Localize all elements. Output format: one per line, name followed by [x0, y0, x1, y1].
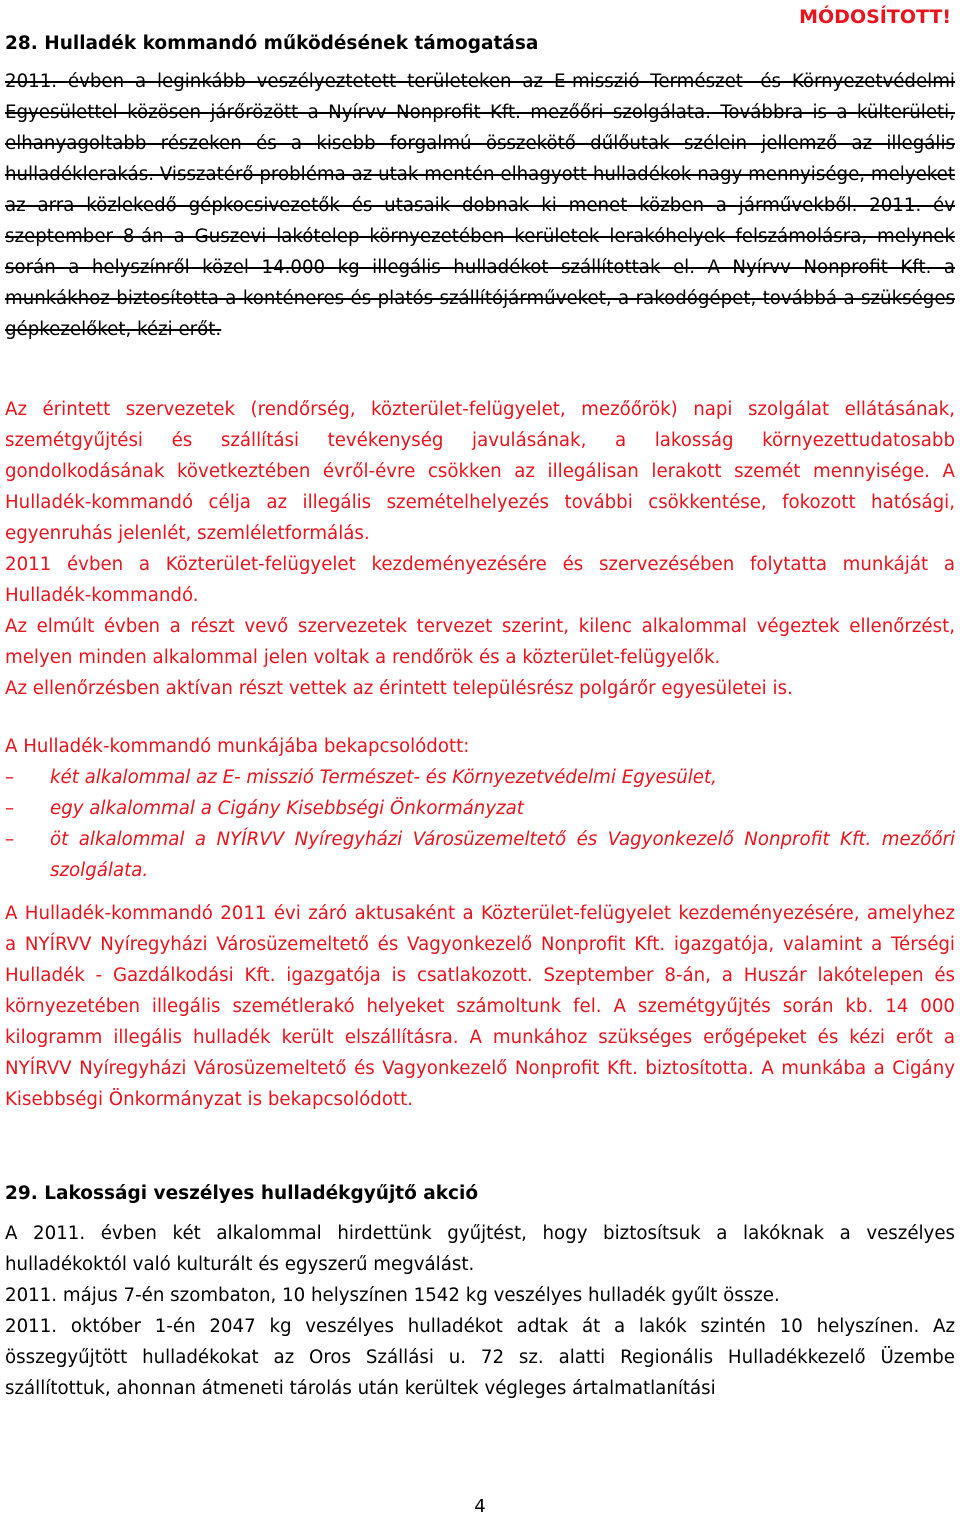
list-item-text: egy alkalommal a Cigány Kisebbségi Önkormányzat — [50, 798, 524, 819]
participants-list — [5, 762, 955, 886]
paragraph-sentence: Az elmúlt évben a részt vevő szervezetek tervezet szerint, kilenc alkalommal végeztek ellenőrzést, melyen minden alkalommal jelen voltak a rendőrök és a közterület-felügyelők. — [5, 616, 955, 668]
document-page — [5, 0, 955, 1520]
section-28-paragraph-1 — [5, 394, 955, 704]
section-28-title: 28. Hulladék kommandó működésének támogatása — [5, 33, 539, 54]
dash-bullet-icon: – — [5, 767, 15, 788]
list-item-text: öt alkalommal a NYÍRVV Nyíregyházi Városüzemeltető és Vagyonkezelő Nonprofit Kft. mezőőri szolgálata. — [50, 829, 955, 881]
list-item-text: két alkalommal az E- misszió Természet- és Környezetvédelmi Egyesület, — [50, 767, 717, 788]
list-item — [5, 824, 955, 886]
paragraph-sentence: A 2011. évben két alkalommal hirdettünk gyűjtést, hogy biztosítsuk a lakóknak a veszélyes hulladékoktól való kulturált és egyszerű megválást. — [5, 1223, 955, 1275]
section-28-paragraph-2: A Hulladék-kommandó 2011 évi záró aktusaként a Közterület-felügyelet kezdeményezésére, amelyhez a NYÍRVV Nyíregyházi Városüzemeltető és Vagyonkezelő Nonprofit Kft. igazgatója, valamint a Térségi Hulladék - Gazdálkodási Kft. igazgatója is csatlakozott. Szeptember 8-án, a Huszár lakótelepen és környezetében illegális szemétlerakó helyeket számoltunk fel. A szemétgyűjtés során kb. 14 000 kilogramm illegális hulladék került elszállításra. A munkához szükséges erőgépeket és kézi erőt a NYÍRVV Nyíregyházi Városüzemeltető és Vagyonkezelő Nonprofit Kft. biztosította. A munkába a Cigány Kisebbségi Önkormányzat is bekapcsolódott. — [5, 903, 955, 1110]
paragraph-sentence: 2011 évben a Közterület-felügyelet kezdeményezésére és szervezésében folytatta munkáját a Hulladék-kommandó. — [5, 554, 955, 606]
list-item — [5, 793, 955, 824]
modified-status-label: MÓDOSÍTOTT! — [799, 6, 951, 28]
list-intro: A Hulladék-kommandó munkájába bekapcsolódott: — [5, 736, 470, 757]
struck-text: 2011. évben a leginkább veszélyeztetett területeken az E-misszió Természet- és Környezetvédelmi Egyesülettel közösen járőrözött a Nyírvv Nonprofit Kft. mezőőri szolgálata. Továbbra is a külterületi, elhanyagoltabb részeken és a kisebb forgalmú összekötő dűlőutak szélein jellemző az illegális hulladéklerakás. Visszatérő probléma az utak mentén elhagyott hulladékok nagy mennyisége, melyeket az arra közlekedő gépkocsivezetők és utasaik dobnak ki menet közben a járművekből. 2011. év szeptember 8-án a Guszevi lakótelep környezetében kerületek lerakóhelyek felszámolásra, melynek során a helyszínről közel 14.000 kg illegális hulladékot szállítottak el. A Nyírvv Nonprofit Kft. a munkákhoz biztosította a konténeres és platós szállítójárműveket, a rakodógépet, továbbá a szükséges gépkezelőket, kézi erőt. — [5, 71, 955, 340]
section-29-title: 29. Lakossági veszélyes hulladékgyűjtő akció — [5, 1183, 479, 1204]
dash-bullet-icon: – — [5, 829, 15, 850]
list-item — [5, 762, 955, 793]
page-number: 4 — [474, 1496, 486, 1517]
paragraph-sentence: Az ellenőrzésben aktívan részt vettek az érintett településrész polgárőr egyesületei is. — [5, 678, 793, 699]
paragraph-sentence: 2011. május 7-én szombaton, 10 helyszínen 1542 kg veszélyes hulladék gyűlt össze. — [5, 1285, 780, 1306]
section-29-body — [5, 1218, 955, 1404]
dash-bullet-icon: – — [5, 798, 15, 819]
paragraph-sentence: Az érintett szervezetek (rendőrség, közterület-felügyelet, mezőőrök) napi szolgálat ellátásának, szemétgyűjtési és szállítási tevékenység javulásának, a lakosság környezettudatosabb gondolkodásának következtében évről-évre csökken az illegálisan lerakott szemét mennyisége. A Hulladék-kommandó célja az illegális szemételhelyezés további csökkentése, fokozott hatósági, egyenruhás jelenlét, szemléletformálás. — [5, 399, 955, 544]
struck-paragraph — [5, 66, 955, 345]
paragraph-sentence: 2011. október 1-én 2047 kg veszélyes hulladékot adtak át a lakók szintén 10 helyszínen. Az összegyűjtött hulladékokat az Oros Szállási u. 72 sz. alatti Regionális Hulladékkezelő Üzembe szállítottuk, ahonnan átmeneti tárolás után kerültek végleges ártalmatlanítási — [5, 1316, 955, 1399]
